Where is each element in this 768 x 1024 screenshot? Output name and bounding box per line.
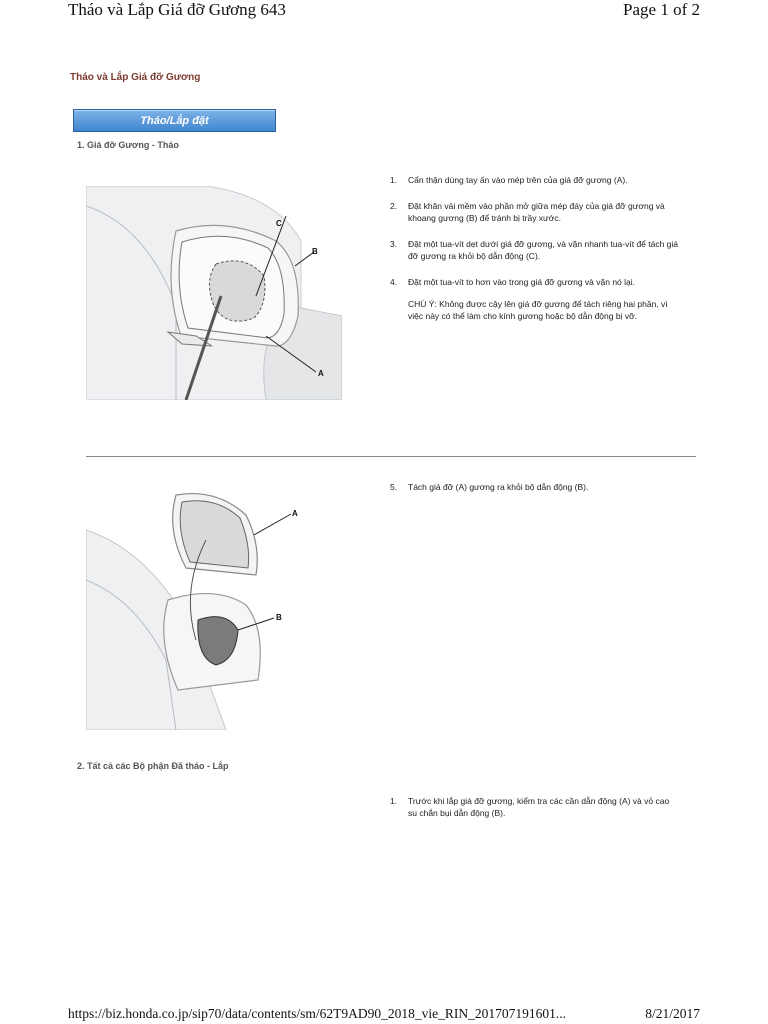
mirror-removal-figure-2 bbox=[86, 490, 342, 730]
source-url[interactable]: https://biz.honda.co.jp/sip70/data/contents/sm/62T9AD90_2018_vie_RIN_201707191601... bbox=[68, 1006, 566, 1021]
page-number: Page 1 of 2 bbox=[623, 0, 700, 19]
section-2-heading: 2. Tất cả các Bộ phận Đã tháo - Lắp bbox=[77, 761, 229, 771]
removal-steps-list bbox=[390, 174, 680, 322]
section-divider bbox=[86, 456, 696, 457]
install-steps-list bbox=[390, 795, 680, 831]
list-item: 3. Đặt một tua-vít dẹt dưới giá đỡ gương, và vặn nhanh tua-vít để tách giá đỡ gương ra khỏi bộ dẫn động (C). bbox=[390, 239, 679, 261]
mirror-removal-figure-1 bbox=[86, 186, 342, 400]
list-item: 2. Đặt khăn vải mềm vào phần mở giữa mép đáy của giá đỡ gương và khoang gương (B) để tránh bị trầy xước. bbox=[390, 201, 665, 223]
list-item: 1. Trước khi lắp giá đỡ gương, kiểm tra các cần dẫn động (A) và vỏ cao su chắn bụi dẫn động (B). bbox=[390, 796, 670, 818]
remove-install-tab[interactable]: Tháo/Lắp đặt bbox=[73, 109, 276, 132]
page-header-title: Tháo và Lắp Giá đỡ Gương 643 bbox=[68, 0, 286, 19]
document-title: Tháo và Lắp Giá đỡ Gương bbox=[70, 72, 201, 83]
callout-a: A bbox=[318, 369, 324, 378]
callout-b: B bbox=[312, 247, 318, 256]
print-date: 8/21/2017 bbox=[645, 1006, 700, 1021]
section-1-heading: 1. Giá đỡ Gương - Tháo bbox=[77, 140, 179, 150]
callout-c: C bbox=[276, 219, 282, 228]
list-item: 4. Đặt một tua-vít to hơn vào trong giá đỡ gương và vặn nó lại. bbox=[390, 277, 636, 287]
list-item: 1. Cẩn thận dùng tay ấn vào mép trên của giá đỡ gương (A). bbox=[390, 175, 628, 185]
list-item: 5. Tách giá đỡ (A) gương ra khỏi bộ dẫn động (B). bbox=[390, 482, 589, 492]
callout-a: A bbox=[292, 509, 298, 518]
separate-step bbox=[390, 481, 680, 505]
caution-note: CHÚ Ý: Không được cậy lên giá đỡ gương để tách riêng hai phần, vì việc này có thể làm cho kính gương hoặc bộ dẫn động bị vỡ. bbox=[408, 299, 668, 321]
callout-b: B bbox=[276, 613, 282, 622]
